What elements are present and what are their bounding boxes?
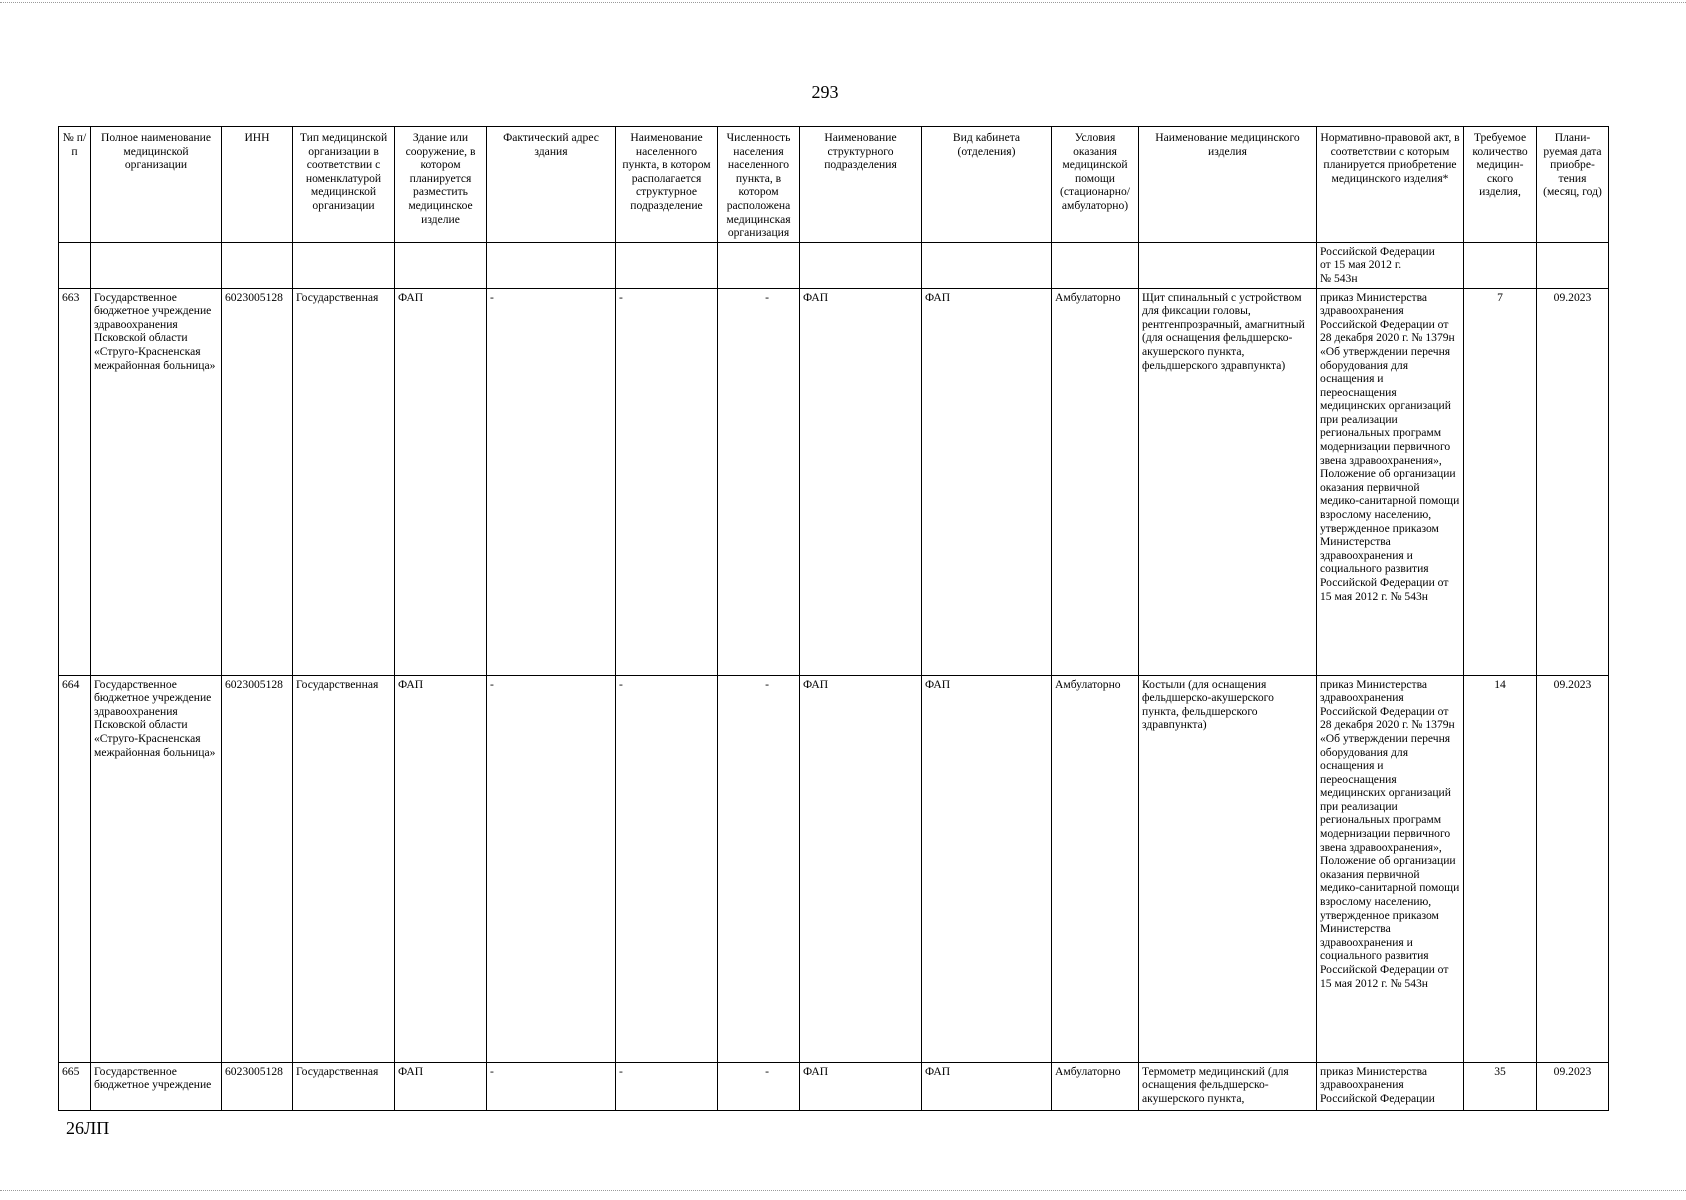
header-cell: Фактический адрес здания [487, 127, 616, 243]
subdivision: ФАП [800, 1062, 922, 1110]
scan-edge-bottom [0, 1190, 1686, 1195]
organization-name: Государственное бюджетное учреждение здравоохранения Псковской области «Струго-Красненская межрайонная больница» [91, 675, 222, 1062]
header-cell: № п/п [59, 127, 91, 243]
building: ФАП [395, 675, 487, 1062]
scan-edge-top [0, 2, 1686, 7]
population: - [718, 1062, 800, 1110]
continuation-act: Российской Федерации от 15 мая 2012 г. № 543н [1320, 244, 1435, 285]
table-row [59, 675, 1609, 1062]
table-row [59, 1062, 1609, 1110]
legal-act: приказ Министерства здравоохранения Российской Федерации [1317, 1062, 1464, 1110]
locality: - [616, 675, 718, 1062]
cabinet: ФАП [922, 675, 1052, 1062]
header-row [59, 127, 1609, 243]
equipment-table [58, 126, 1609, 1111]
header-cell: Наименование структурного подразделения [800, 127, 922, 243]
device-name: Щит спинальный с устройством для фиксации головы, рентгенпрозрачный, амагнитный (для оснащения фельдшерско-акушерского пункта, фельдшерского здравпункта) [1139, 288, 1317, 675]
quantity: 7 [1464, 288, 1537, 675]
population: - [718, 675, 800, 1062]
header-cell: Численность населения населенного пункта, в котором расположена медицинская организация [718, 127, 800, 243]
subdivision: ФАП [800, 288, 922, 675]
header-cell: ИНН [222, 127, 293, 243]
header-cell: Наименование медицинского изделия [1139, 127, 1317, 243]
inn: 6023005128 [222, 288, 293, 675]
device-name: Костыли (для оснащения фельдшерско-акушерского пункта, фельдшерского здравпункта) [1139, 675, 1317, 1062]
care-conditions: Амбулаторно [1052, 1062, 1139, 1110]
header-cell: Здание или сооружение, в котором планируется разместить медицинское изделие [395, 127, 487, 243]
care-conditions: Амбулаторно [1052, 288, 1139, 675]
header-cell: Тип медицинской организации в соответствии с номенклатурой медицинской организации [293, 127, 395, 243]
header-cell: Требуемое количество медицин-ского изделия, [1464, 127, 1537, 243]
purchase-date: 09.2023 [1537, 675, 1609, 1062]
organization-name: Государственное бюджетное учреждение здравоохранения Псковской области «Струго-Красненская межрайонная больница» [91, 288, 222, 675]
header-cell: Наименование населенного пункта, в котором располагается структурное подразделение [616, 127, 718, 243]
table-row [59, 288, 1609, 675]
organization-type: Государственная [293, 288, 395, 675]
organization-name: Государственное бюджетное учреждение [91, 1062, 222, 1110]
address: - [487, 675, 616, 1062]
row-number: 664 [59, 675, 91, 1062]
device-name: Термометр медицинский (для оснащения фельдшерско-акушерского пункта, [1139, 1062, 1317, 1110]
building: ФАП [395, 288, 487, 675]
address: - [487, 1062, 616, 1110]
header-cell: Условия оказания медицинской помощи (стационарно/ амбулаторно) [1052, 127, 1139, 243]
page-number: 293 [811, 82, 839, 102]
organization-type: Государственная [293, 675, 395, 1062]
row-number: 665 [59, 1062, 91, 1110]
header-cell: Полное наименование медицинской организации [91, 127, 222, 243]
population: - [718, 288, 800, 675]
legal-act: приказ Министерства здравоохранения Российской Федерации от 28 декабря 2020 г. № 1379н «Об утверждении перечня оборудования для оснащения и переоснащения медицинских организаций при реализации региональных программ модернизации первичного звена здравоохранения», Положение об организации оказания первичной медико-санитарной помощи взрослому населению, утвержденное приказом Министерства здравоохранения и социального развития Российской Федерации от 15 мая 2012 г. № 543н [1317, 675, 1464, 1062]
cabinet: ФАП [922, 1062, 1052, 1110]
legal-act: приказ Министерства здравоохранения Российской Федерации от 28 декабря 2020 г. № 1379н «Об утверждении перечня оборудования для оснащения и переоснащения медицинских организаций при реализации региональных программ модернизации первичного звена здравоохранения», Положение об организации оказания первичной медико-санитарной помощи взрослому населению, утвержденное приказом Министерства здравоохранения и социального развития Российской Федерации от 15 мая 2012 г. № 543н [1317, 288, 1464, 675]
subdivision: ФАП [800, 675, 922, 1062]
quantity: 35 [1464, 1062, 1537, 1110]
locality: - [616, 288, 718, 675]
row-number: 663 [59, 288, 91, 675]
purchase-date: 09.2023 [1537, 1062, 1609, 1110]
footer-code: 26ЛП [66, 1118, 110, 1138]
care-conditions: Амбулаторно [1052, 675, 1139, 1062]
header-cell: Нормативно-правовой акт, в соответствии с которым планируется приобретение медицинского изделия* [1317, 127, 1464, 243]
cabinet: ФАП [922, 288, 1052, 675]
organization-type: Государственная [293, 1062, 395, 1110]
building: ФАП [395, 1062, 487, 1110]
continuation-row [59, 242, 1609, 288]
address: - [487, 288, 616, 675]
locality: - [616, 1062, 718, 1110]
inn: 6023005128 [222, 675, 293, 1062]
header-cell: Вид кабинета (отделения) [922, 127, 1052, 243]
header-cell: Плани-руемая дата приобре-тения (месяц, год) [1537, 127, 1609, 243]
quantity: 14 [1464, 675, 1537, 1062]
purchase-date: 09.2023 [1537, 288, 1609, 675]
inn: 6023005128 [222, 1062, 293, 1110]
